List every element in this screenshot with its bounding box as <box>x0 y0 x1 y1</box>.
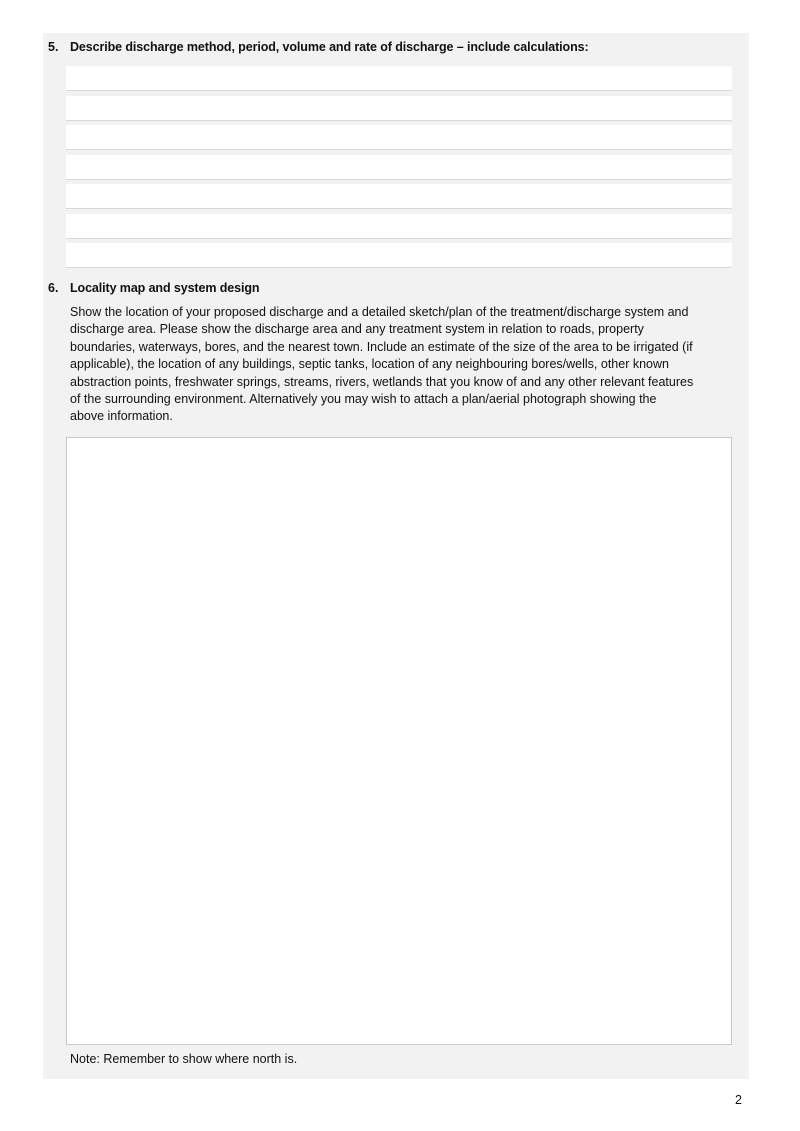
instruction-line: applicable), the location of any buildings, septic tanks, location of any neighbouring bores/wells, other known <box>70 357 669 372</box>
instruction-line: of the surrounding environment. Alternatively you may wish to attach a plan/aerial photograph showing the <box>70 392 657 407</box>
instruction-line: boundaries, waterways, bores, and the nearest town. Include an estimate of the size of the area to be irrigated (if <box>70 339 693 354</box>
north-note: Note: Remember to show where north is. <box>70 1052 298 1066</box>
answer-line-5[interactable] <box>66 184 732 209</box>
page-number: 2 <box>735 1093 742 1107</box>
instruction-line: Show the location of your proposed discharge and a detailed sketch/plan of the treatment/discharge system and <box>70 305 689 319</box>
answer-line-1[interactable] <box>66 66 732 91</box>
answer-line-4[interactable] <box>66 155 732 180</box>
answer-line-6[interactable] <box>66 214 732 239</box>
answer-line-7[interactable] <box>66 243 732 268</box>
instruction-line: above information. <box>70 409 173 424</box>
question-6-instructions <box>70 304 740 426</box>
question-5-number: 5. <box>48 40 59 54</box>
question-5-title: Describe discharge method, period, volume and rate of discharge – include calculations: <box>70 40 589 54</box>
question-6-number: 6. <box>48 281 59 295</box>
locality-map-drawing-area[interactable] <box>66 437 732 1045</box>
instruction-line: discharge area. Please show the discharge area and any treatment system in relation to roads, property <box>70 322 644 337</box>
answer-line-3[interactable] <box>66 125 732 150</box>
question-6-title: Locality map and system design <box>70 281 260 295</box>
instruction-line: abstraction points, freshwater springs, streams, rivers, wetlands that you know of and any other relevant features <box>70 374 694 389</box>
answer-line-2[interactable] <box>66 96 732 121</box>
